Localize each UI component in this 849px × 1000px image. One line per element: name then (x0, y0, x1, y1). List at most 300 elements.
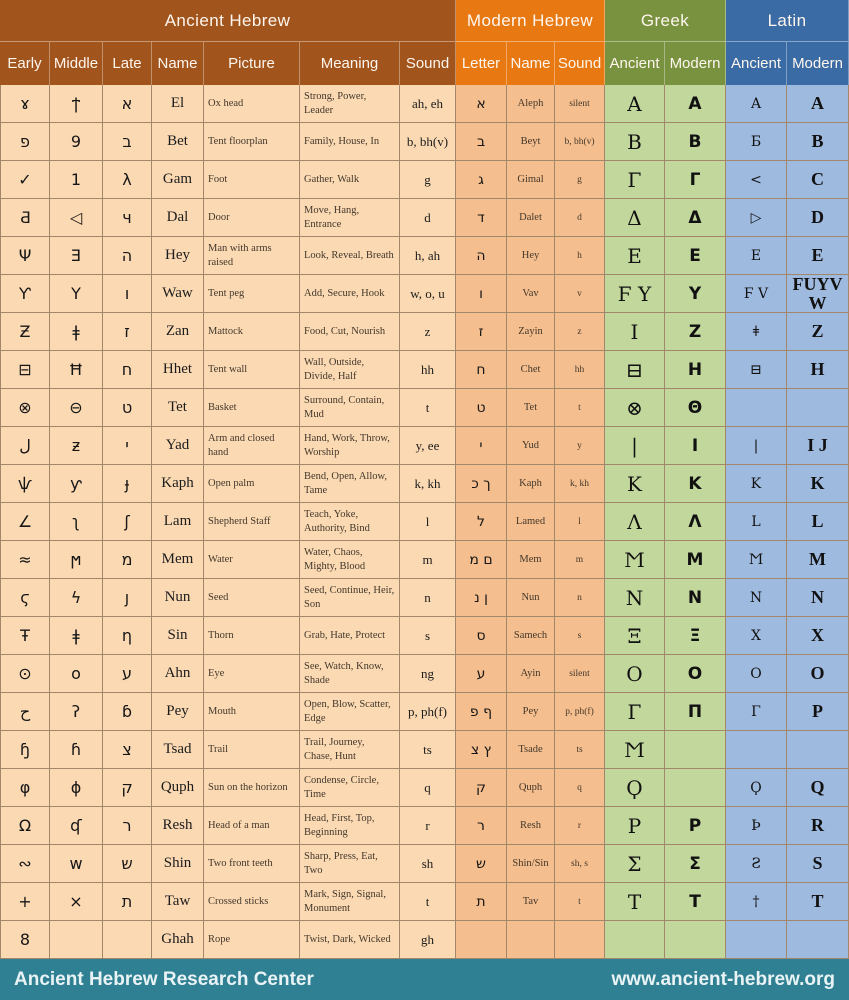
cell-gk-ancient: ⊗ (605, 389, 665, 427)
cell-late: ז (103, 313, 152, 351)
cell-middle: ʔ (50, 693, 103, 731)
cell-gk-modern (665, 769, 726, 807)
cell-mh-sound: d (555, 199, 605, 237)
cell-middle (50, 921, 103, 959)
cell-gk-modern: Y (665, 275, 726, 313)
cell-early: ɧ (0, 731, 50, 769)
column-header-row (0, 42, 849, 85)
cell-mh-name: Tsade (507, 731, 555, 769)
cell-la-modern: Q (787, 769, 849, 807)
cell-la-ancient: K (726, 465, 787, 503)
cell-middle: ϕ (50, 769, 103, 807)
cell-gk-ancient: | (605, 427, 665, 465)
cell-la-modern: A (787, 85, 849, 123)
cell-picture: Shepherd Staff (204, 503, 300, 541)
cell-name: Waw (152, 275, 204, 313)
cell-sound: r (400, 807, 456, 845)
table-row (0, 389, 849, 427)
cell-meaning: Twist, Dark, Wicked (300, 921, 400, 959)
cell-gk-modern: T (665, 883, 726, 921)
cell-early: ل (0, 427, 50, 465)
cell-gk-ancient: I (605, 313, 665, 351)
cell-sound: y, ee (400, 427, 456, 465)
cell-sound: h, ah (400, 237, 456, 275)
cell-gk-modern: Θ (665, 389, 726, 427)
table-row (0, 807, 849, 845)
cell-late: ט (103, 389, 152, 427)
cell-meaning: Teach, Yoke, Authority, Bind (300, 503, 400, 541)
cell-late: ע (103, 655, 152, 693)
cell-picture: Door (204, 199, 300, 237)
cell-meaning: Sharp, Press, Eat, Two (300, 845, 400, 883)
cell-gk-modern: P (665, 807, 726, 845)
cell-middle: Y (50, 275, 103, 313)
cell-name: Lam (152, 503, 204, 541)
cell-la-ancient (726, 731, 787, 769)
cell-mh-sound: l (555, 503, 605, 541)
cell-mh-sound: silent (555, 655, 605, 693)
cell-sound: w, o, u (400, 275, 456, 313)
cell-mh-name: Chet (507, 351, 555, 389)
cell-early: ϛ (0, 579, 50, 617)
cell-late: ȷ (103, 579, 152, 617)
cell-mh-letter: ר (456, 807, 507, 845)
cell-gk-ancient: Γ (605, 693, 665, 731)
cell-gk-ancient: A (605, 85, 665, 123)
cell-late: ʃ (103, 503, 152, 541)
cell-gk-ancient: B (605, 123, 665, 161)
cell-la-ancient: Ƃ (726, 123, 787, 161)
cell-gk-ancient: Γ (605, 161, 665, 199)
cell-la-ancient: ▷ (726, 199, 787, 237)
cell-gk-ancient (605, 921, 665, 959)
cell-early: ✓ (0, 161, 50, 199)
cell-early: Ω (0, 807, 50, 845)
cell-la-modern (787, 731, 849, 769)
table-row (0, 503, 849, 541)
cell-mh-letter (456, 921, 507, 959)
cell-early: + (0, 883, 50, 921)
cell-la-ancient: L (726, 503, 787, 541)
cell-middle: ⊖ (50, 389, 103, 427)
cell-middle: ʠ (50, 807, 103, 845)
cell-la-ancient: Þ (726, 807, 787, 845)
cell-mh-sound: n (555, 579, 605, 617)
cell-picture: Rope (204, 921, 300, 959)
cell-picture: Open palm (204, 465, 300, 503)
cell-la-modern: I J (787, 427, 849, 465)
cell-meaning: Food, Cut, Nourish (300, 313, 400, 351)
cell-sound: b, bh(v) (400, 123, 456, 161)
cell-middle: ǂ (50, 313, 103, 351)
cell-mh-letter: ש (456, 845, 507, 883)
footer-url: www.ancient-hebrew.org (611, 968, 835, 990)
cell-gk-modern: K (665, 465, 726, 503)
group-header-modern-hebrew: Modern Hebrew (456, 0, 605, 42)
cell-name: Taw (152, 883, 204, 921)
table-row (0, 123, 849, 161)
cell-sound: ng (400, 655, 456, 693)
col-header-mh-sound: Sound (555, 42, 605, 85)
cell-late: ɓ (103, 693, 152, 731)
cell-picture: Basket (204, 389, 300, 427)
cell-gk-ancient: Ϻ (605, 731, 665, 769)
cell-mh-letter: ך כ (456, 465, 507, 503)
cell-la-ancient: X (726, 617, 787, 655)
cell-picture: Mattock (204, 313, 300, 351)
cell-meaning: Wall, Outside, Divide, Half (300, 351, 400, 389)
cell-mh-name: Gimal (507, 161, 555, 199)
cell-early: פ (0, 123, 50, 161)
cell-mh-name: Zayin (507, 313, 555, 351)
cell-la-ancient: † (726, 883, 787, 921)
cell-mh-sound: t (555, 389, 605, 427)
cell-early: ⊙ (0, 655, 50, 693)
cell-sound: ah, eh (400, 85, 456, 123)
cell-sound: gh (400, 921, 456, 959)
cell-name: Yad (152, 427, 204, 465)
cell-sound: q (400, 769, 456, 807)
cell-la-ancient: N (726, 579, 787, 617)
cell-la-ancient: Ϻ (726, 541, 787, 579)
cell-name: Tsad (152, 731, 204, 769)
table-row (0, 85, 849, 123)
col-header-picture: Picture (204, 42, 300, 85)
cell-gk-modern (665, 731, 726, 769)
cell-meaning: Add, Secure, Hook (300, 275, 400, 313)
cell-early: ⊟ (0, 351, 50, 389)
table-row (0, 921, 849, 959)
cell-mh-sound: m (555, 541, 605, 579)
cell-sound: m (400, 541, 456, 579)
cell-middle: 9 (50, 123, 103, 161)
cell-mh-name: Vav (507, 275, 555, 313)
cell-meaning: Water, Chaos, Mighty, Blood (300, 541, 400, 579)
cell-mh-sound: t (555, 883, 605, 921)
table-body (0, 85, 849, 959)
cell-picture: Mouth (204, 693, 300, 731)
cell-gk-modern: O (665, 655, 726, 693)
cell-middle: ƶ (50, 427, 103, 465)
cell-early: Ψ (0, 237, 50, 275)
cell-la-ancient: Ϙ (726, 769, 787, 807)
cell-middle: ǂ (50, 617, 103, 655)
cell-mh-sound: b, bh(v) (555, 123, 605, 161)
cell-middle: ϟ (50, 579, 103, 617)
cell-mh-sound: hh (555, 351, 605, 389)
table-row (0, 199, 849, 237)
cell-picture: Crossed sticks (204, 883, 300, 921)
cell-sound: g (400, 161, 456, 199)
cell-la-modern (787, 921, 849, 959)
cell-sound: k, kh (400, 465, 456, 503)
cell-mh-letter: ג (456, 161, 507, 199)
cell-late: ה (103, 237, 152, 275)
cell-early: Ƶ (0, 313, 50, 351)
cell-picture: Seed (204, 579, 300, 617)
cell-mh-name: Hey (507, 237, 555, 275)
cell-gk-modern: Δ (665, 199, 726, 237)
cell-picture: Tent peg (204, 275, 300, 313)
cell-sound: ts (400, 731, 456, 769)
cell-meaning: Move, Hang, Entrance (300, 199, 400, 237)
cell-mh-letter: ד (456, 199, 507, 237)
col-header-early: Early (0, 42, 50, 85)
cell-late: י (103, 427, 152, 465)
group-header-row (0, 0, 849, 42)
cell-la-modern: E (787, 237, 849, 275)
cell-early: φ (0, 769, 50, 807)
cell-picture: Thorn (204, 617, 300, 655)
cell-gk-modern: Z (665, 313, 726, 351)
cell-early: ∾ (0, 845, 50, 883)
cell-late: ר (103, 807, 152, 845)
cell-mh-name: Yud (507, 427, 555, 465)
cell-mh-name: Lamed (507, 503, 555, 541)
cell-mh-sound (555, 921, 605, 959)
cell-la-modern: K (787, 465, 849, 503)
cell-gk-ancient: Σ (605, 845, 665, 883)
cell-mh-letter: ז (456, 313, 507, 351)
cell-name: El (152, 85, 204, 123)
cell-gk-ancient: Ϝ Y (605, 275, 665, 313)
cell-sound: s (400, 617, 456, 655)
cell-gk-modern: I (665, 427, 726, 465)
cell-mh-name: Kaph (507, 465, 555, 503)
cell-meaning: Condense, Circle, Time (300, 769, 400, 807)
cell-sound: t (400, 389, 456, 427)
table-row (0, 655, 849, 693)
cell-la-ancient (726, 921, 787, 959)
cell-la-modern: L (787, 503, 849, 541)
table-row (0, 693, 849, 731)
cell-name: Mem (152, 541, 204, 579)
cell-picture: Two front teeth (204, 845, 300, 883)
cell-name: Ahn (152, 655, 204, 693)
cell-gk-ancient: Ϙ (605, 769, 665, 807)
cell-name: Sin (152, 617, 204, 655)
col-header-gk-ancient: Ancient (605, 42, 665, 85)
cell-la-modern: P (787, 693, 849, 731)
cell-mh-name: Dalet (507, 199, 555, 237)
cell-la-ancient: | (726, 427, 787, 465)
cell-gk-ancient: Λ (605, 503, 665, 541)
cell-meaning: Gather, Walk (300, 161, 400, 199)
cell-mh-letter: ט (456, 389, 507, 427)
cell-gk-modern: Λ (665, 503, 726, 541)
cell-la-modern: FUYV W (787, 275, 849, 313)
cell-picture: Ox head (204, 85, 300, 123)
cell-mh-sound: h (555, 237, 605, 275)
cell-mh-letter: ן נ (456, 579, 507, 617)
cell-meaning: Bend, Open, Allow, Tame (300, 465, 400, 503)
cell-name: Zan (152, 313, 204, 351)
table-row (0, 465, 849, 503)
cell-early: ≈ (0, 541, 50, 579)
cell-name: Resh (152, 807, 204, 845)
cell-mh-name: Shin/Sin (507, 845, 555, 883)
cell-late: ש (103, 845, 152, 883)
col-header-mh-name: Name (507, 42, 555, 85)
cell-name: Shin (152, 845, 204, 883)
cell-early: ⊗ (0, 389, 50, 427)
cell-gk-ancient: Ϻ (605, 541, 665, 579)
cell-late: צ (103, 731, 152, 769)
cell-sound: n (400, 579, 456, 617)
cell-la-modern: H (787, 351, 849, 389)
cell-gk-ancient: Ρ (605, 807, 665, 845)
cell-sound: sh (400, 845, 456, 883)
cell-mh-sound: q (555, 769, 605, 807)
cell-la-ancient: ⊟ (726, 351, 787, 389)
cell-sound: d (400, 199, 456, 237)
cell-late: מ (103, 541, 152, 579)
cell-la-ancient: Ϝ V (726, 275, 787, 313)
cell-name: Ghah (152, 921, 204, 959)
cell-late (103, 921, 152, 959)
cell-la-ancient: Γ (726, 693, 787, 731)
cell-meaning: Head, First, Top, Beginning (300, 807, 400, 845)
col-header-la-modern: Modern (787, 42, 849, 85)
cell-early: ɤ (0, 85, 50, 123)
cell-meaning: Surround, Contain, Mud (300, 389, 400, 427)
cell-mh-letter: ה (456, 237, 507, 275)
cell-mh-name: Tav (507, 883, 555, 921)
group-header-ancient-hebrew: Ancient Hebrew (0, 0, 456, 42)
cell-gk-ancient: Δ (605, 199, 665, 237)
cell-gk-modern: E (665, 237, 726, 275)
cell-mh-sound: ts (555, 731, 605, 769)
cell-la-ancient (726, 389, 787, 427)
cell-middle: o (50, 655, 103, 693)
cell-mh-name: Quph (507, 769, 555, 807)
cell-name: Gam (152, 161, 204, 199)
cell-mh-name: Pey (507, 693, 555, 731)
cell-mh-letter: ח (456, 351, 507, 389)
col-header-late: Late (103, 42, 152, 85)
cell-late: λ (103, 161, 152, 199)
cell-name: Pey (152, 693, 204, 731)
cell-mh-letter: ם מ (456, 541, 507, 579)
cell-picture: Tent floorplan (204, 123, 300, 161)
cell-la-modern: B (787, 123, 849, 161)
cell-gk-ancient: Ε (605, 237, 665, 275)
cell-name: Tet (152, 389, 204, 427)
cell-mh-letter: ו (456, 275, 507, 313)
cell-gk-modern: A (665, 85, 726, 123)
cell-early: Ƴ (0, 275, 50, 313)
cell-gk-modern: B (665, 123, 726, 161)
cell-name: Dal (152, 199, 204, 237)
cell-name: Hhet (152, 351, 204, 389)
cell-picture: Arm and closed hand (204, 427, 300, 465)
table-row (0, 541, 849, 579)
col-header-gk-modern: Modern (665, 42, 726, 85)
cell-la-modern: T (787, 883, 849, 921)
cell-picture: Trail (204, 731, 300, 769)
cell-mh-sound: z (555, 313, 605, 351)
cell-meaning: Seed, Continue, Heir, Son (300, 579, 400, 617)
cell-sound: z (400, 313, 456, 351)
cell-la-modern: O (787, 655, 849, 693)
cell-picture: Foot (204, 161, 300, 199)
cell-gk-modern: Π (665, 693, 726, 731)
cell-picture: Man with arms raised (204, 237, 300, 275)
cell-mh-name: Beyt (507, 123, 555, 161)
cell-mh-sound: y (555, 427, 605, 465)
cell-mh-name: Nun (507, 579, 555, 617)
cell-gk-ancient: ⊟ (605, 351, 665, 389)
table-row (0, 731, 849, 769)
cell-picture: Eye (204, 655, 300, 693)
cell-mh-letter: ע (456, 655, 507, 693)
cell-middle: ϯ (50, 85, 103, 123)
table-row (0, 769, 849, 807)
cell-mh-sound: v (555, 275, 605, 313)
cell-mh-letter: ף פ (456, 693, 507, 731)
cell-meaning: Trail, Journey, Chase, Hunt (300, 731, 400, 769)
cell-picture: Sun on the horizon (204, 769, 300, 807)
table-row (0, 883, 849, 921)
cell-gk-ancient: T (605, 883, 665, 921)
cell-late: א (103, 85, 152, 123)
cell-middle: × (50, 883, 103, 921)
cell-mh-letter: ל (456, 503, 507, 541)
cell-la-modern: Z (787, 313, 849, 351)
cell-mh-sound: silent (555, 85, 605, 123)
cell-la-modern: N (787, 579, 849, 617)
cell-meaning: Family, House, In (300, 123, 400, 161)
cell-late: ק (103, 769, 152, 807)
cell-middle: ʅ (50, 503, 103, 541)
cell-la-modern: M (787, 541, 849, 579)
cell-name: Bet (152, 123, 204, 161)
cell-la-ancient: Ε (726, 237, 787, 275)
cell-la-modern: R (787, 807, 849, 845)
cell-picture: Tent wall (204, 351, 300, 389)
cell-middle: ϻ (50, 541, 103, 579)
cell-mh-letter: א (456, 85, 507, 123)
cell-gk-modern: M (665, 541, 726, 579)
cell-la-modern: S (787, 845, 849, 883)
cell-mh-name: Tet (507, 389, 555, 427)
cell-gk-ancient: O (605, 655, 665, 693)
cell-gk-modern: Ξ (665, 617, 726, 655)
cell-early: ∠ (0, 503, 50, 541)
cell-middle: Ǝ (50, 237, 103, 275)
cell-mh-name: Ayin (507, 655, 555, 693)
table-row (0, 313, 849, 351)
cell-la-modern: C (787, 161, 849, 199)
cell-middle: ɦ (50, 731, 103, 769)
cell-meaning: Strong, Power, Leader (300, 85, 400, 123)
cell-mh-letter: ס (456, 617, 507, 655)
cell-late: ת (103, 883, 152, 921)
col-header-meaning: Meaning (300, 42, 400, 85)
cell-mh-sound: r (555, 807, 605, 845)
cell-middle: ƴ (50, 465, 103, 503)
group-header-greek: Greek (605, 0, 726, 42)
cell-la-ancient: Ƨ (726, 845, 787, 883)
cell-middle: 1 (50, 161, 103, 199)
cell-sound: hh (400, 351, 456, 389)
cell-la-ancient: < (726, 161, 787, 199)
cell-late: ח (103, 351, 152, 389)
cell-late: ו (103, 275, 152, 313)
cell-mh-name: Resh (507, 807, 555, 845)
table-row (0, 579, 849, 617)
cell-gk-modern: Γ (665, 161, 726, 199)
